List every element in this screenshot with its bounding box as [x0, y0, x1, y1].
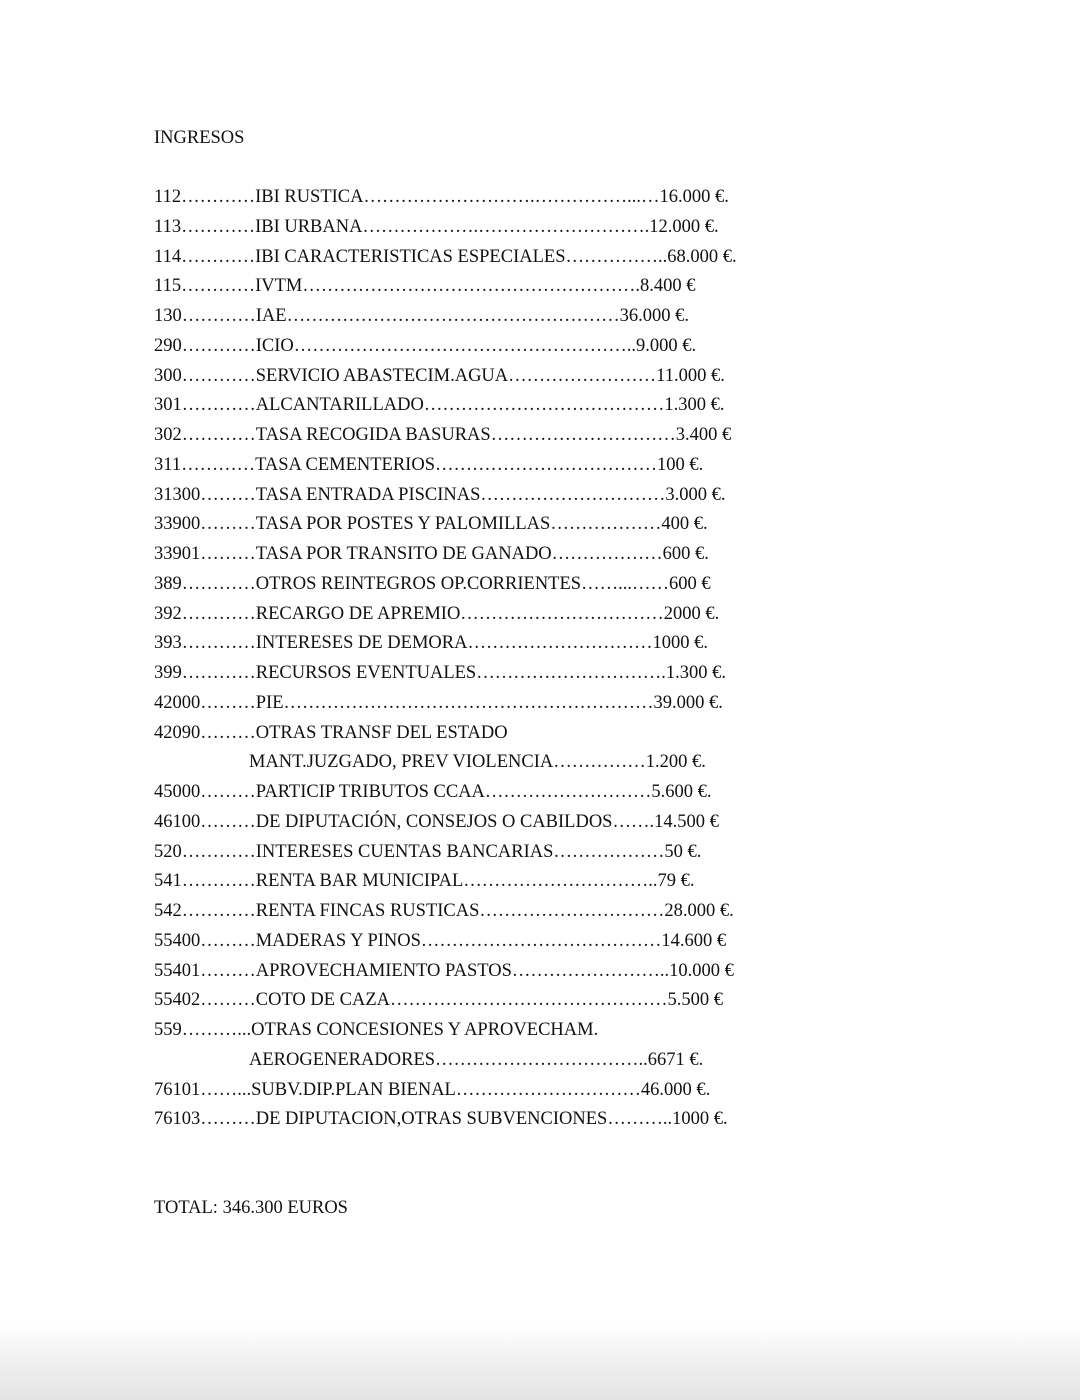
income-entry: 33901………TASA POR TRANSITO DE GANADO………………600 €. [154, 544, 709, 564]
total-line: TOTAL: 346.300 EUROS [154, 1198, 348, 1218]
income-entry: 33900………TASA POR POSTES Y PALOMILLAS………………400 €. [154, 514, 708, 535]
income-entry: 399…………RECURSOS EVENTUALES………………………….1.300 €. [154, 663, 726, 683]
income-entry: 392…………RECARGO DE APREMIO……………………………2000 €. [154, 603, 720, 624]
income-entry: 542…………RENTA FINCAS RUSTICAS…………………………28.000 €. [154, 901, 734, 921]
income-entry: 290…………ICIO………………………………………………..9.000 €. [154, 335, 697, 356]
income-entry: 311…………TASA CEMENTERIOS………………………………100 €. [154, 454, 704, 475]
income-entry: 520…………INTERESES CUENTAS BANCARIAS………………50 €. [154, 841, 702, 862]
income-entry: 300…………SERVICIO ABASTECIM.AGUA……………………11.000 €. [154, 365, 725, 386]
income-entry: 76101……...SUBV.DIP.PLAN BIENAL…………………………46.000 €. [154, 1079, 711, 1100]
income-entry: 42000………PIE……………………………………………………39.000 €. [154, 692, 723, 713]
income-entry: 113…………IBI URBANA……………….……………………….12.000 €. [154, 216, 719, 237]
income-entry: 42090………OTRAS TRANSF DEL ESTADO [154, 722, 508, 743]
income-entry: 112…………IBI RUSTICA……………………….……………...…16.000 €. [154, 187, 729, 207]
income-entry: 76103………DE DIPUTACION,OTRAS SUBVENCIONES………..1000 €. [154, 1109, 728, 1130]
income-entry: 130…………IAE………………………………………………36.000 €. [154, 306, 689, 326]
income-entry: 55402………COTO DE CAZA………………………………………5.500 € [154, 990, 724, 1011]
income-entry: 115…………IVTM……………………………………………….8.400 € [154, 276, 696, 297]
document-title: INGRESOS [154, 128, 245, 148]
income-entry: 393…………INTERESES DE DEMORA…………………………1000 €. [154, 633, 708, 654]
income-entry: 541…………RENTA BAR MUNICIPAL…………………………..79 €. [154, 871, 695, 892]
income-entry: 31300………TASA ENTRADA PISCINAS…………………………3.000 €. [154, 484, 726, 505]
income-entry: 559………...OTRAS CONCESIONES Y APROVECHAM. [154, 1020, 599, 1040]
income-entry: 301…………ALCANTARILLADO…………………………………1.300 €. [154, 395, 725, 416]
income-entry: 46100………DE DIPUTACIÓN, CONSEJOS O CABILDOS…….14.500 € [154, 811, 719, 832]
income-entry: 45000………PARTICIP TRIBUTOS CCAA………………………5.600 €. [154, 782, 712, 802]
income-entry: 389…………OTROS REINTEGROS OP.CORRIENTES……...……600 € [154, 573, 711, 594]
income-entry: 114…………IBI CARACTERISTICAS ESPECIALES……………..68.000 €. [154, 246, 737, 267]
income-entry: 55401………APROVECHAMIENTO PASTOS……………………..10.000 € [154, 960, 734, 981]
income-entry-continuation: MANT.JUZGADO, PREV VIOLENCIA……………1.200 €. [249, 752, 706, 773]
income-entry: 55400………MADERAS Y PINOS…………………………………14.600 € [154, 930, 727, 951]
income-entry: 302…………TASA RECOGIDA BASURAS…………………………3.400 € [154, 425, 732, 445]
income-list [154, 185, 914, 1137]
income-entry-continuation: AEROGENERADORES……………………………..6671 €. [249, 1049, 704, 1070]
